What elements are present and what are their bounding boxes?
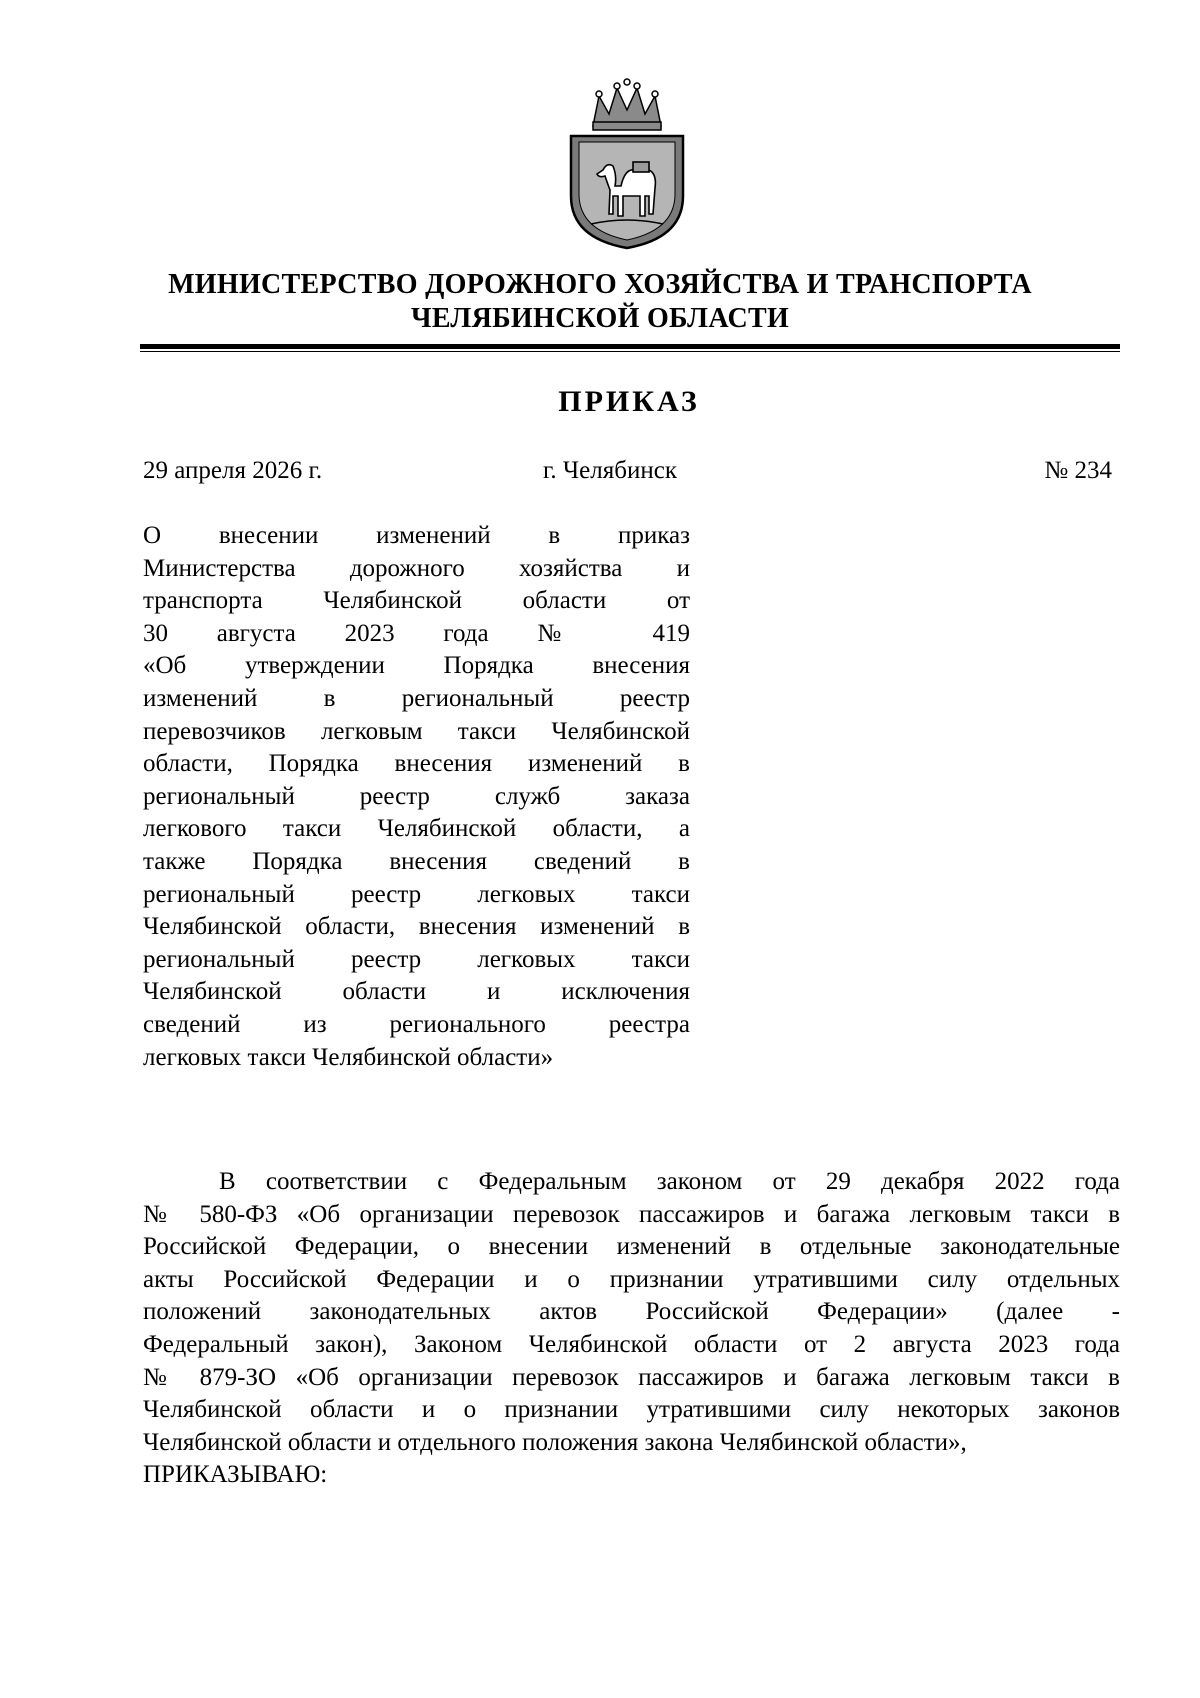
preamble-line: Федеральный закон), Законом Челябинской области от 2 августа 2023 года (143, 1330, 1120, 1358)
subject-line: перевозчиков легковым такси Челябинской (143, 717, 690, 745)
preamble-line: Челябинской области и отдельного положения закона Челябинской области», (143, 1428, 967, 1456)
subject-line: транспорта Челябинской области от (143, 587, 690, 615)
subject-line: сведений из регионального реестра (143, 1010, 690, 1038)
order-city: г. Челябинск (543, 457, 677, 484)
preamble-line: Челябинской области и о признании утратившими силу некоторых законов (143, 1396, 1120, 1424)
ministry-name-line1: МИНИСТЕРСТВО ДОРОЖНОГО ХОЗЯЙСТВА И ТРАНСПОРТА (168, 269, 1032, 300)
order-directive: ПРИКАЗЫВАЮ: (143, 1461, 328, 1489)
subject-line: легкового такси Челябинской области, а (143, 815, 690, 843)
order-date: 29 апреля 2026 г. (143, 457, 323, 484)
subject-line: «Об утверждении Порядка внесения (143, 652, 690, 680)
preamble-line: акты Российской Федерации и о признании утратившими силу отдельных (143, 1265, 1120, 1293)
subject-line: 30 августа 2023 года № 419 (143, 619, 690, 647)
preamble-line: Российской Федерации, о внесении изменений в отдельные законодательные (143, 1233, 1120, 1261)
subject-line: легковых такси Челябинской области» (143, 1043, 554, 1071)
subject-line: региональный реестр легковых такси (143, 945, 690, 973)
subject-line: Челябинской области и исключения (143, 978, 690, 1006)
ministry-name-line2: ЧЕЛЯБИНСКОЙ ОБЛАСТИ (410, 303, 790, 334)
subject-line: Министерства дорожного хозяйства и (143, 554, 690, 582)
order-number: № 234 (1044, 457, 1112, 484)
subject-line: изменений в региональный реестр (143, 684, 690, 712)
preamble-line: № 879-ЗО «Об организации перевозок пассажиров и багажа легковым такси в (143, 1363, 1120, 1391)
order-preamble (143, 1166, 1120, 1492)
subject-line: также Порядка внесения сведений в (143, 847, 690, 875)
subject-line: области, Порядка внесения изменений в (143, 750, 690, 778)
preamble-line: В соответствии с Федеральным законом от 29 декабря 2022 года (219, 1168, 1120, 1195)
subject-line: региональный реестр служб заказа (143, 782, 690, 810)
order-title: ПРИКАЗ (558, 385, 700, 418)
coat-of-arms-emblem (563, 78, 691, 250)
header-rule-thick (140, 344, 1120, 349)
header-rule-thin (140, 351, 1120, 352)
order-subject (143, 520, 690, 1074)
preamble-line: положений законодательных актов Российской Федерации» (далее - (143, 1298, 1120, 1326)
subject-line: региональный реестр легковых такси (143, 880, 690, 908)
subject-line: О внесении изменений в приказ (143, 522, 690, 549)
subject-line: Челябинской области, внесения изменений в (143, 913, 690, 941)
preamble-line: № 580-ФЗ «Об организации перевозок пассажиров и багажа легковым такси в (143, 1200, 1120, 1228)
